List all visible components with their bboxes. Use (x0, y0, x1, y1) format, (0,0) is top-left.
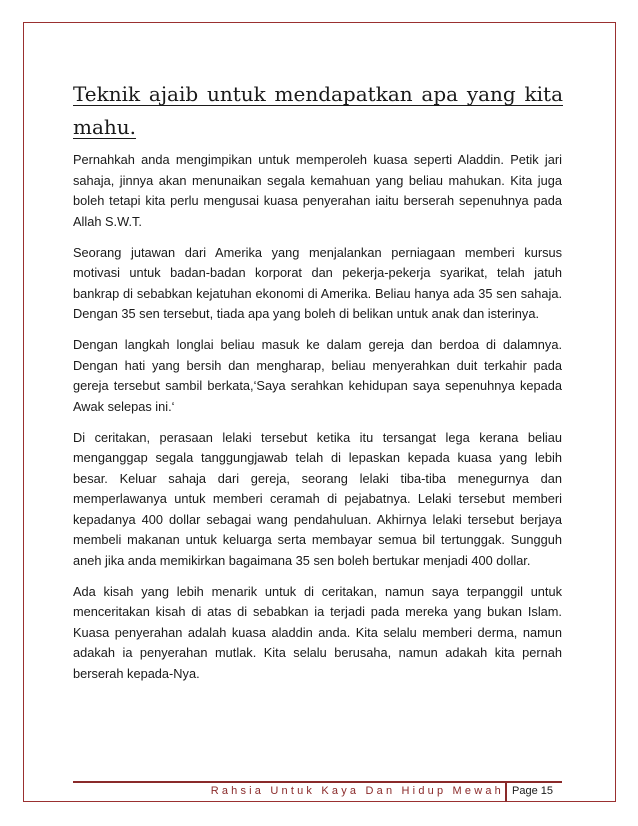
footer-separator (505, 781, 507, 802)
paragraph-4: Di ceritakan, perasaan lelaki tersebut ketika itu tersangat lega kerana beliau menganggap segala tanggungjawab telah di lepaskan kepada kuasa yang lebih besar. Keluar sahaja dari gereja, seorang lelaki tiba-tiba menegurnya dan memperlawanya untuk memberi ceramah di pejabatnya. Lelaki tersebut memberi kepadanya 400 dollar sebagai wang pendahuluan. Akhirnya lelaki tersebut berjaya membeli makanan untuk keluarga serta membayar semua bil tertunggak. Sungguh aneh jika anda memikirkan bagaimana 35 sen boleh bertukar menjadi 400 dollar. (73, 429, 562, 568)
footer-page-number: Page 15 (512, 785, 553, 797)
paragraph-5: Ada kisah yang lebih menarik untuk di ceritakan, namun saya terpanggil untuk menceritakan kisah di atas di sebabkan ia terjadi pada mereka yang bukan Islam. Kuasa penyerahan adalah kuasa aladdin anda. Kita selalu memberi derma, namun adakah ia penyerahan mutlak. Kita selalu berusaha, namun adakah kita pernah berserah kepada-Nya. (73, 583, 562, 681)
footer-book-title: Rahsia Untuk Kaya Dan Hidup Mewah (210, 785, 504, 797)
article-body (73, 150, 562, 695)
page-title: Teknik ajaib untuk mendapatkan apa yang kita mahu. (73, 82, 563, 139)
paragraph-1: Pernahkah anda mengimpikan untuk memperoleh kuasa seperti Aladdin. Petik jari sahaja, jinnya akan menunaikan segala kemahuan yang beliau mahukan. Kita juga boleh tetapi kita perlu mengusai kuasa penyerahan iaitu berserah sepenuhnya pada Allah S.W.T. (73, 152, 562, 229)
paragraph-3: Dengan langkah longlai beliau masuk ke dalam gereja dan berdoa di dalamnya. Dengan hati yang bersih dan mengharap, beliau menyerahkan duit terkahir pada gereja tersebut sambil berkata,‘Saya serahkan kehidupan saya sepenuhnya kepada Awak selepas ini.‘ (73, 337, 562, 414)
paragraph-2: Seorang jutawan dari Amerika yang menjalankan perniagaan memberi kursus motivasi untuk badan-badan korporat dan pekerja-pekerja syarikat, telah jatuh bankrap di sebabkan kejatuhan ekonomi di Amerika. Beliau hanya ada 35 sen sahaja. Dengan 35 sen tersebut, tiada apa yang boleh di belikan untuk anak dan isterinya. (73, 244, 562, 321)
